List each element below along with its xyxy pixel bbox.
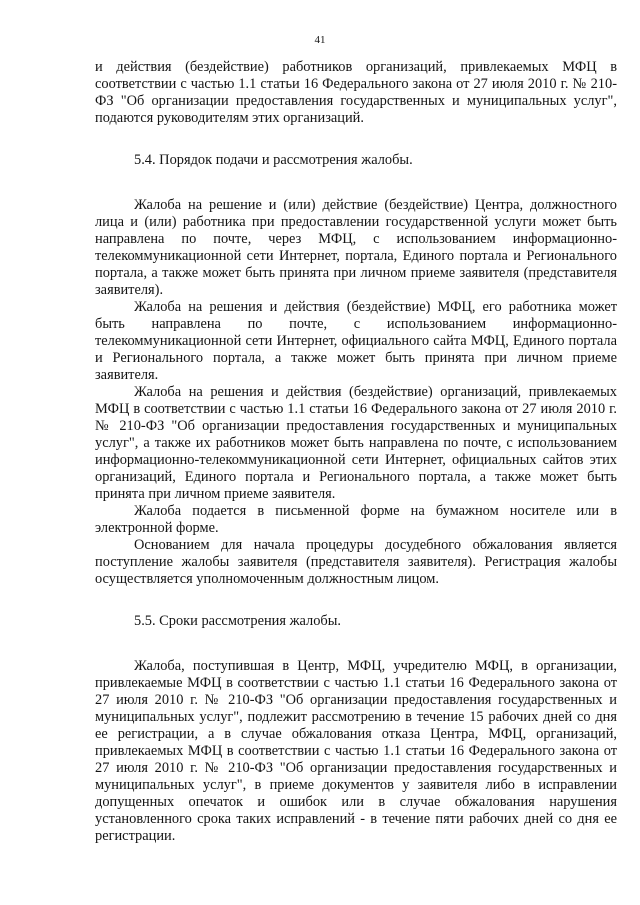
section-5-5-paragraph-1: Жалоба, поступившая в Центр, МФЦ, учредителю МФЦ, в организации, привлекаемые МФЦ в соответствии с частью 1.1 статьи 16 Федерального закона от 27 июля 2010 г. № 210-ФЗ "Об организации предоставления государственных и муниципальных услуг", подлежит рассмотрению в течение 15 рабочих дней со дня ее регистрации, а в случае обжалования отказа Центра, МФЦ, организаций, привлекаемых МФЦ в соответствии с частью 1.1 статьи 16 Федерального закона от 27 июля 2010 г. № 210-ФЗ "Об организации предоставления государственных и муниципальных услуг", в приеме документов у заявителя либо в исправлении допущенных опечаток и ошибок или в случае обжалования нарушения установленного срока таких исправлений - в течение пяти рабочих дней со дня ее регистрации. [95,658,617,844]
spacer [95,169,617,197]
page-number: 41 [314,34,326,46]
section-5-4-paragraph-3: Жалоба на решения и действия (бездействие) организаций, привлекаемых МФЦ в соответствии с частью 1.1 статьи 16 Федерального закона от 27 июля 2010 г. № 210-ФЗ "Об организации предоставления государственных и муниципальных услуг", а также их работников может быть направлена по почте, с использованием информационно-телекоммуникационной сети Интернет, официальных сайтов этих организаций, Единого портала и Регионального портала, а также может быть принята при личном приеме заявителя. [95,384,617,502]
spacer [95,630,617,658]
section-5-4-paragraph-5: Основанием для начала процедуры досудебного обжалования является поступление жалобы заявителя (представителя заявителя). Регистрация жалобы осуществляется уполномоченным должностным лицом. [95,537,617,587]
section-5-4-paragraph-2: Жалоба на решения и действия (бездействие) МФЦ, его работника может быть направлена по почте, с использованием информационно-телекоммуникационной сети Интернет, официального сайта МФЦ, Единого портала и Регионального портала, а также может быть принята при личном приеме заявителя. [95,299,617,383]
section-5-4-heading: 5.4. Порядок подачи и рассмотрения жалобы. [134,152,413,168]
opening-paragraph: и действия (бездействие) работников организаций, привлекаемых МФЦ в соответствии с частью 1.1 статьи 16 Федерального закона от 27 июля 2010 г. № 210-ФЗ "Об организации предоставления государственных и муниципальных услуг", подаются руководителям этих организаций. [95,59,617,126]
section-5-5-heading: 5.5. Сроки рассмотрения жалобы. [134,613,342,629]
section-5-4-paragraph-1: Жалоба на решение и (или) действие (бездействие) Центра, должностного лица и (или) работника при предоставлении государственной услуги может быть направлена по почте, через МФЦ, с использованием информационно-телекоммуникационной сети Интернет, портала, Единого портала и Регионального портала, а также может быть принята при личном приеме заявителя (представителя заявителя). [95,197,617,298]
document-body [95,59,617,845]
spacer [95,127,617,152]
section-5-4-paragraph-4: Жалоба подается в письменной форме на бумажном носителе или в электронной форме. [95,503,617,536]
spacer [95,588,617,613]
